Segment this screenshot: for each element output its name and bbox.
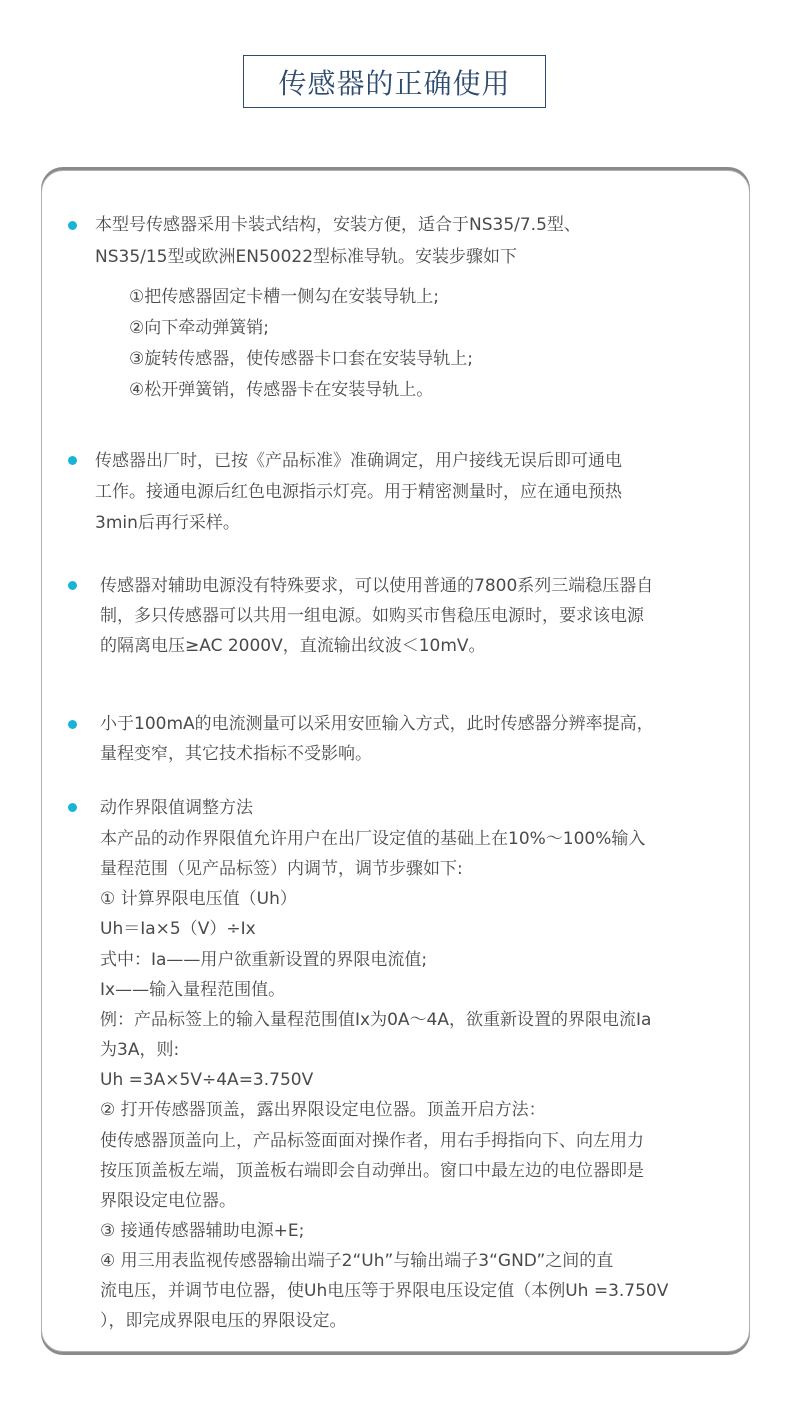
text-line: 本型号传感器采用卡装式结构，安装方便，适合于NS35/7.5型、: [95, 215, 581, 235]
text-line: Ix——输入量程范围值。: [100, 980, 286, 1000]
page-title: 传感器的正确使用: [243, 55, 546, 108]
bullet-dot: [68, 456, 77, 465]
text-line: Uh＝Ia×5（V）÷Ix: [100, 919, 256, 939]
text-line: 传感器出厂时，已按《产品标准》准确调定，用户接线无误后即可通电: [95, 451, 622, 471]
step-line: ④松开弹簧销，传感器卡在安装导轨上。: [129, 380, 434, 400]
text-line: ④ 用三用表监视传感器输出端子2“Uh”与输出端子3“GND”之间的直: [100, 1251, 614, 1271]
bullet-dot: [68, 581, 77, 590]
text-line: ② 打开传感器顶盖，露出界限设定电位器。顶盖开启方法：: [100, 1100, 546, 1120]
text-line: 本产品的动作界限值允许用户在出厂设定值的基础上在10%～100%输入: [100, 829, 646, 849]
text-line: 制，多只传感器可以共用一组电源。如购买市售稳压电源时，要求该电源: [100, 606, 644, 626]
text-line: 例：产品标签上的输入量程范围值Ix为0A～4A，欲重新设置的界限电流Ia: [100, 1010, 652, 1030]
bullet-dot: [68, 720, 77, 729]
text-line: 量程变窄，其它技术指标不受影响。: [100, 744, 372, 764]
text-line: 动作界限值调整方法: [100, 798, 253, 818]
step-line: ②向下牵动弹簧销;: [129, 318, 269, 338]
step-line: ①把传感器固定卡槽一侧勾在安装导轨上;: [129, 287, 439, 307]
text-line: 式中：Ia——用户欲重新设置的界限电流值;: [100, 950, 428, 970]
text-line: Uh =3A×5V÷4A=3.750V: [100, 1070, 314, 1090]
text-line: ③ 接通传感器辅助电源+E;: [100, 1221, 305, 1241]
text-line: 传感器对辅助电源没有特殊要求，可以使用普通的7800系列三端稳压器自: [100, 576, 654, 596]
text-line: 使传感器顶盖向上，产品标签面面对操作者，用右手拇指向下、向左用力: [100, 1131, 644, 1151]
text-line: NS35/15型或欧洲EN50022型标准导轨。安装步骤如下: [95, 247, 518, 267]
text-line: 界限设定电位器。: [100, 1191, 236, 1211]
text-line: 3min后再行采样。: [95, 513, 240, 533]
text-line: 量程范围（见产品标签）内调节，调节步骤如下:: [100, 859, 463, 879]
text-line: 工作。接通电源后红色电源指示灯亮。用于精密测量时，应在通电预热: [95, 482, 622, 502]
text-line: 为3A，则:: [100, 1040, 180, 1060]
text-line: ），即完成界限电压的界限设定。: [100, 1311, 347, 1331]
bullet-dot: [68, 221, 77, 230]
step-line: ③旋转传感器，使传感器卡口套在安装导轨上;: [129, 349, 473, 369]
text-line: ① 计算界限电压值（Uh）: [100, 889, 297, 909]
text-line: 的隔离电压≥AC 2000V，直流输出纹波＜10mV。: [100, 636, 486, 656]
bullet-dot: [68, 803, 77, 812]
text-line: 小于100mA的电流测量可以采用安匝输入方式，此时传感器分辨率提高，: [100, 714, 654, 734]
text-line: 按压顶盖板左端，顶盖板右端即会自动弹出。窗口中最左边的电位器即是: [100, 1161, 644, 1181]
text-line: 流电压，并调节电位器，使Uh电压等于界限电压设定值（本例Uh =3.750V: [100, 1281, 669, 1301]
